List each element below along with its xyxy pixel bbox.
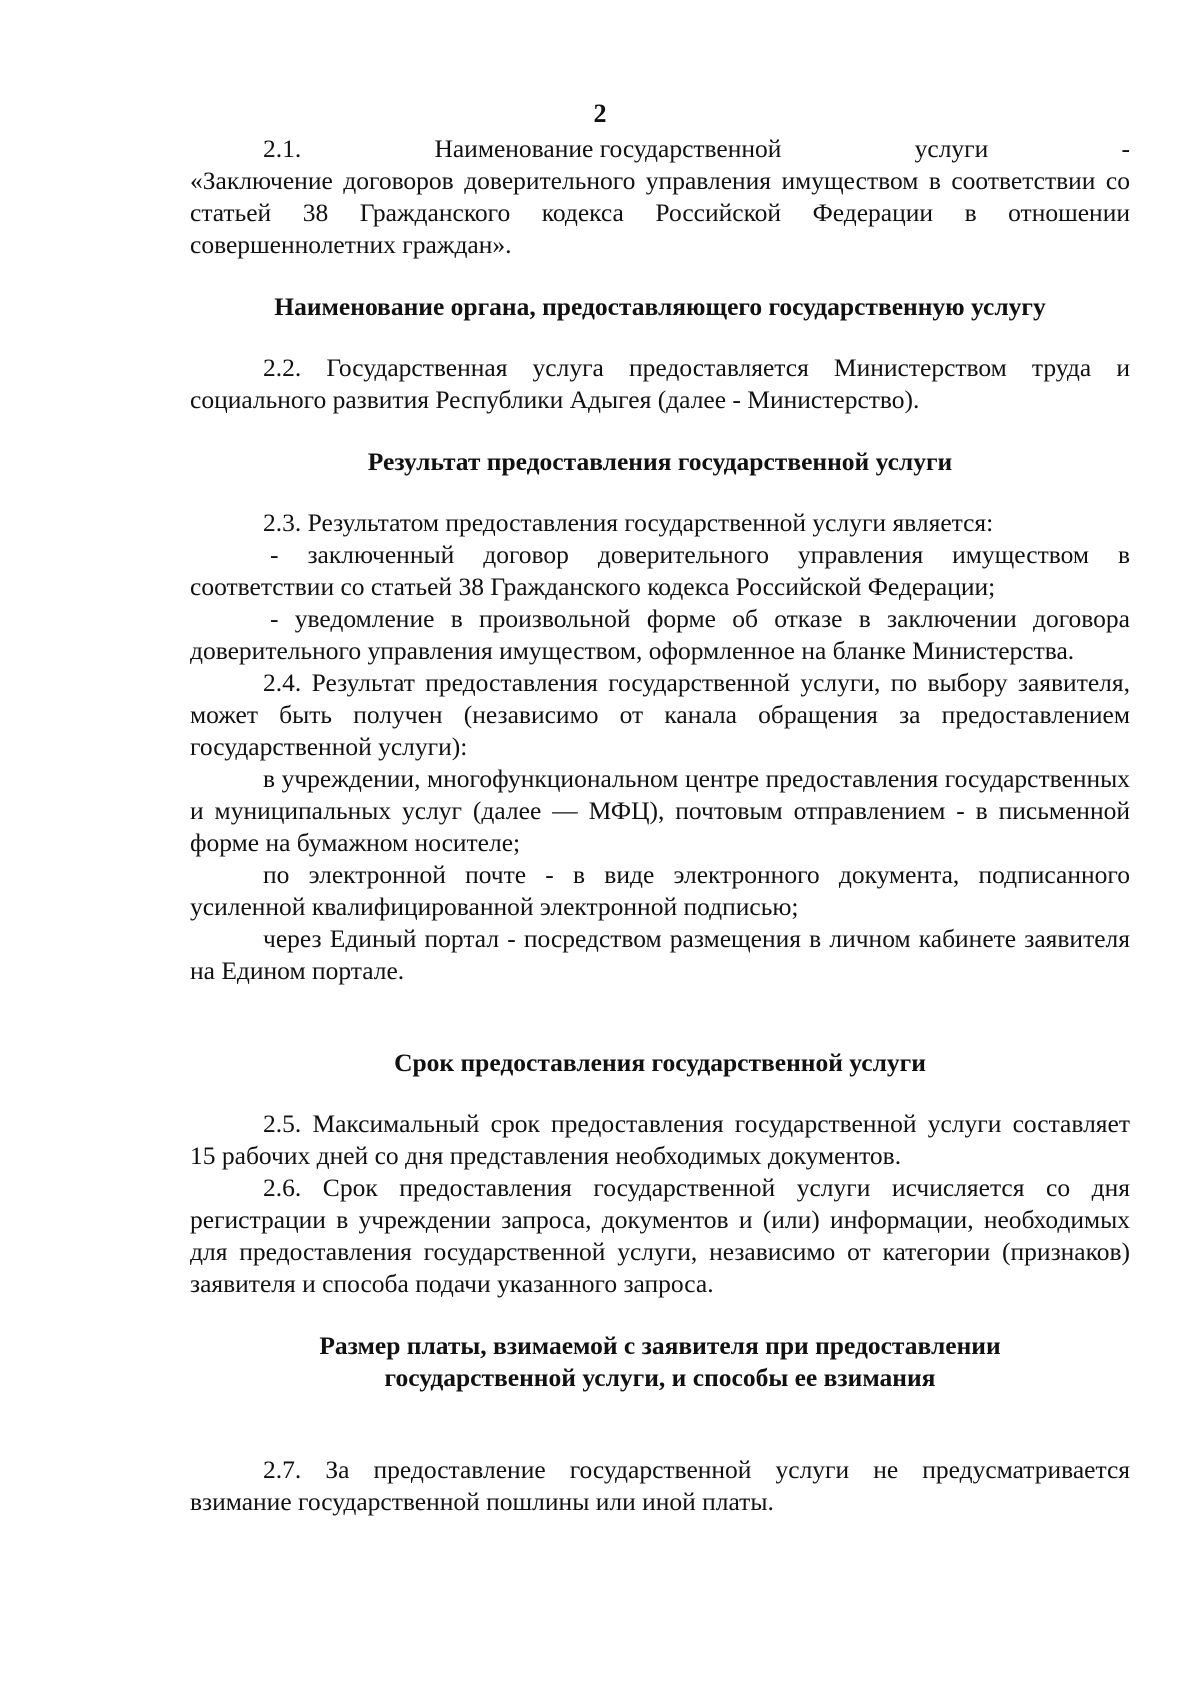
paragraph-2-6: 2.6. Срок предоставления государственной услуги исчисляется со дня регистрации в учреждении запроса, документов и (или) информации, необходимых для предоставления государственной услуги, независимо от категории (признаков) заявителя и способа подачи указанного запроса. [190, 1173, 1130, 1298]
section-heading-plata [190, 1330, 1130, 1394]
paragraph-2-2: 2.2. Государственная услуга предоставляется Министерством труда и социального развития Республики Адыгея (далее - Министерство). [190, 353, 1130, 414]
paragraph-2-4-item: в учреждении, многофункциональном центре предоставления государственных и муниципальных услуг (далее — МФЦ), почтовым отправлением - в письменной форме на бумажном носителе; [190, 764, 1130, 857]
section-heading-result: Результат предоставления государственной услуги [367, 447, 953, 476]
paragraph-2-3-item: - уведомление в произвольной форме об отказе в заключении договора доверительного управления имуществом, оформленное на бланке Министерства. [190, 604, 1130, 665]
paragraph-2-3-item: - заключенный договор доверительного управления имуществом в соответствии со статьей 38 Гражданского кодекса Российской Федерации; [190, 540, 1130, 601]
heading-line: государственной услуги, и способы ее взимания [384, 1363, 936, 1392]
section-heading-srok: Срок предоставления государственной услуги [394, 1048, 926, 1077]
clause-number: 2.1. [263, 134, 302, 163]
section-heading-organ: Наименование органа, предоставляющего государственную услугу [274, 292, 1046, 321]
paragraph-2-3: 2.3. Результатом предоставления государственной услуги является: [263, 508, 994, 537]
document-body [190, 133, 1130, 1518]
clause-title-part: услуги [914, 134, 989, 163]
paragraph-2-4-item: по электронной почте - в виде электронного документа, подписанного усиленной квалифицированной электронной подписью; [190, 860, 1130, 921]
heading-line: Размер платы, взимаемой с заявителя при предоставлении [319, 1331, 1001, 1360]
paragraph-2-1 [190, 133, 1130, 261]
paragraph-2-5: 2.5. Максимальный срок предоставления государственной услуги составляет 15 рабочих дней со дня представления необходимых документов. [190, 1109, 1130, 1170]
page-number: 2 [593, 99, 607, 128]
paragraph-2-7: 2.7. За предоставление государственной услуги не предусматривается взимание государственной пошлины или иной платы. [190, 1455, 1130, 1516]
clause-title-part: Наименование государственной [434, 134, 782, 163]
paragraph-text: «Заключение договоров доверительного управления имуществом в соответствии со статьей 38 Гражданского кодекса Российской Федерации в отношении совершеннолетних граждан». [190, 166, 1130, 259]
paragraph-2-4: 2.4. Результат предоставления государственной услуги, по выбору заявителя, может быть получен (независимо от канала обращения за предоставлением государственной услуги): [190, 668, 1130, 761]
clause-dash: - [1121, 134, 1130, 163]
paragraph-2-4-item: через Единый портал - посредством размещения в личном кабинете заявителя на Едином портале. [190, 924, 1130, 985]
